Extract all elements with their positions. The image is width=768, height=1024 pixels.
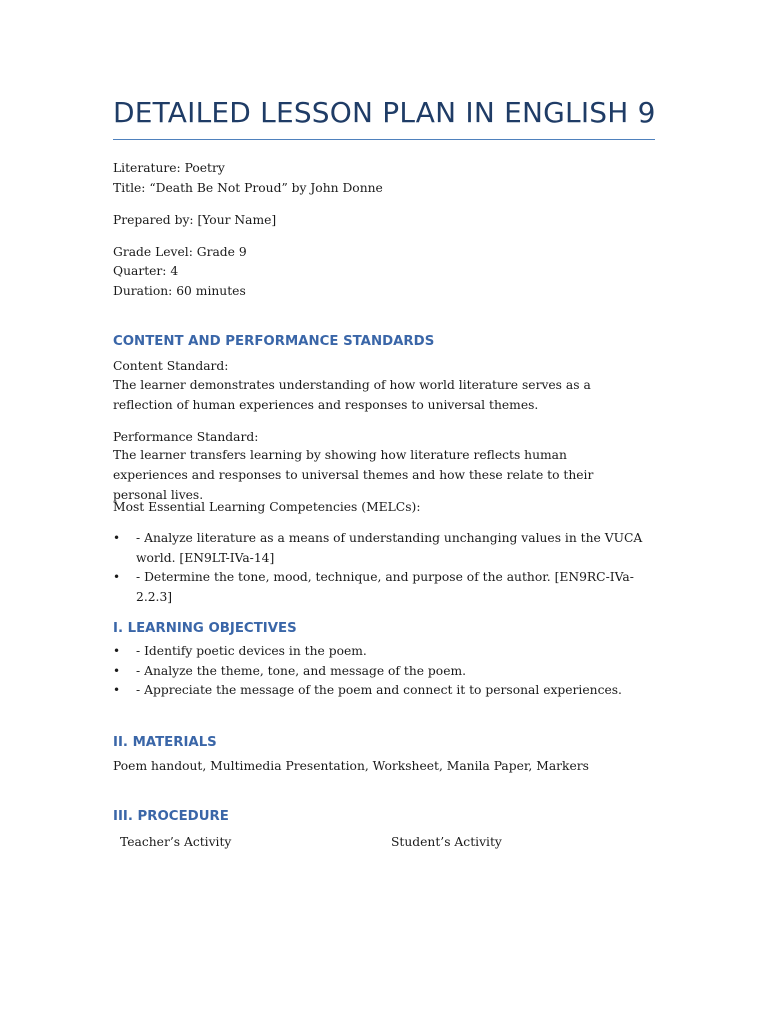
bullet-icon: • (113, 531, 121, 545)
materials-heading: II. MATERIALS (113, 735, 217, 750)
list-item (113, 662, 655, 682)
melcs-list (113, 529, 655, 607)
bullet-icon: • (113, 570, 121, 584)
objective-text: - Analyze the theme, tone, and message of the poem. (136, 663, 467, 678)
objectives-heading: I. LEARNING OBJECTIVES (113, 621, 297, 636)
melcs-label: Most Essential Learning Competencies (MELCs): (113, 500, 421, 514)
content-standard-text: The learner demonstrates understanding of how world literature serves as a reflection of human experiences and responses to universal themes. (113, 378, 591, 412)
quarter-line: Quarter: 4 (113, 264, 179, 278)
performance-standard-label: Performance Standard: (113, 430, 259, 444)
performance-standard-text: The learner transfers learning by showing how literature reflects human experiences and responses to universal themes and how these relate to their personal lives. (113, 448, 594, 502)
list-item (113, 642, 655, 662)
student-activity-column-header: Student’s Activity (391, 835, 502, 849)
poem-title-line: Title: “Death Be Not Proud” by John Donne (113, 181, 383, 195)
prepared-by-line: Prepared by: [Your Name] (113, 213, 277, 227)
list-item (113, 681, 655, 701)
title-underline (113, 139, 655, 140)
bullet-icon: • (113, 683, 121, 697)
teacher-activity-column-header: Teacher’s Activity (120, 835, 232, 849)
list-item (113, 568, 655, 607)
grade-level-line: Grade Level: Grade 9 (113, 245, 247, 259)
document-title: DETAILED LESSON PLAN IN ENGLISH 9 (113, 96, 656, 129)
bullet-icon: • (113, 644, 121, 658)
melc-text: - Analyze literature as a means of understanding unchanging values in the VUCA world. [EN9LT-IVa-14] (136, 531, 643, 565)
duration-line: Duration: 60 minutes (113, 284, 246, 298)
objective-text: - Identify poetic devices in the poem. (136, 644, 367, 658)
objective-text: - Appreciate the message of the poem and connect it to personal experiences. (136, 683, 622, 697)
standards-heading: CONTENT AND PERFORMANCE STANDARDS (113, 334, 435, 349)
list-item (113, 529, 655, 568)
materials-text: Poem handout, Multimedia Presentation, Worksheet, Manila Paper, Markers (113, 759, 589, 773)
content-standard-label: Content Standard: (113, 359, 229, 373)
bullet-icon: • (113, 663, 121, 678)
literature-line: Literature: Poetry (113, 161, 225, 175)
procedure-heading: III. PROCEDURE (113, 809, 229, 824)
objectives-list (113, 642, 655, 701)
melc-text: - Determine the tone, mood, technique, and purpose of the author. [EN9RC-IVa-2.2.3] (136, 570, 634, 604)
